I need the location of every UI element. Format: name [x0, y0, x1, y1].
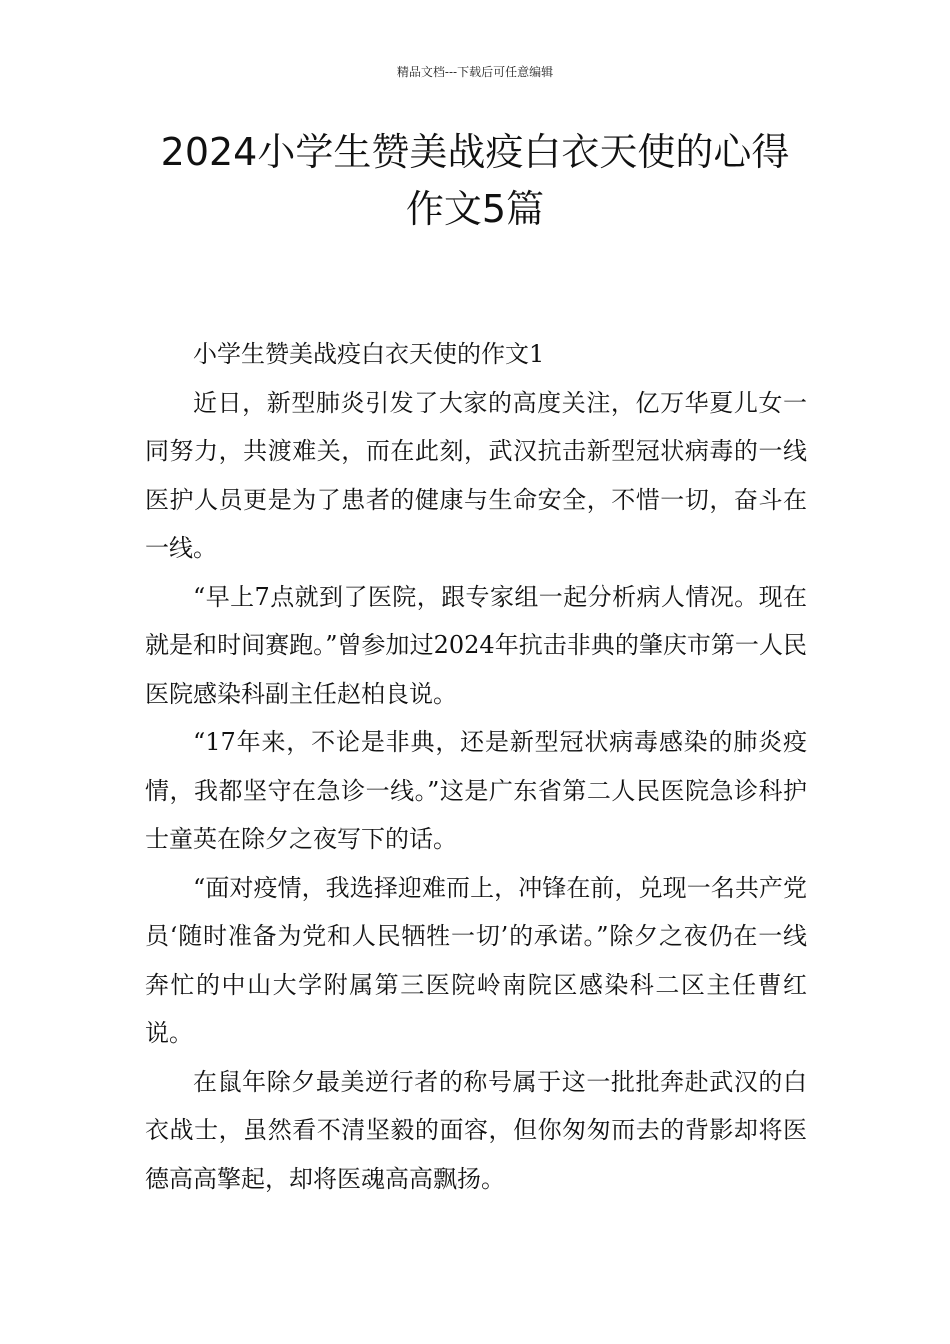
article-body: [145, 330, 807, 1203]
paragraph: 在鼠年除夕最美逆行者的称号属于这一批批奔赴武汉的白衣战士，虽然看不清坚毅的面容，但你匆匆而去的背影却将医德高高擎起，却将医魂高高飘扬。: [145, 1067, 807, 1193]
paragraph: “面对疫情，我选择迎难而上，冲锋在前，兑现一名共产党员‘随时准备为党和人民牺牲一切’的承诺。”除夕之夜仍在一线奔忙的中山大学附属第三医院岭南院区感染科二区主任曹红说。: [145, 873, 807, 1047]
paragraph: “17年来，不论是非典，还是新型冠状病毒感染的肺炎疫情，我都坚守在急诊一线。”这是广东省第二人民医院急诊科护士童英在除夕之夜写下的话。: [145, 728, 807, 853]
paragraph: “早上7点就到了医院，跟专家组一起分析病人情况。现在就是和时间赛跑。”曾参加过2024年抗击非典的肇庆市第一人民医院感染科副主任赵柏良说。: [145, 582, 807, 708]
paragraph: 近日，新型肺炎引发了大家的高度关注，亿万华夏儿女一同努力，共渡难关，而在此刻，武汉抗击新型冠状病毒的一线医护人员更是为了患者的健康与生命安全，不惜一切，奋斗在一线。: [145, 388, 807, 562]
article-subtitle: 小学生赞美战疫白衣天使的作文1: [193, 340, 545, 368]
page-header: 精品文档---下载后可任意编辑: [396, 65, 554, 79]
document-title: 2024小学生赞美战疫白衣天使的心得作文5篇: [160, 130, 790, 231]
